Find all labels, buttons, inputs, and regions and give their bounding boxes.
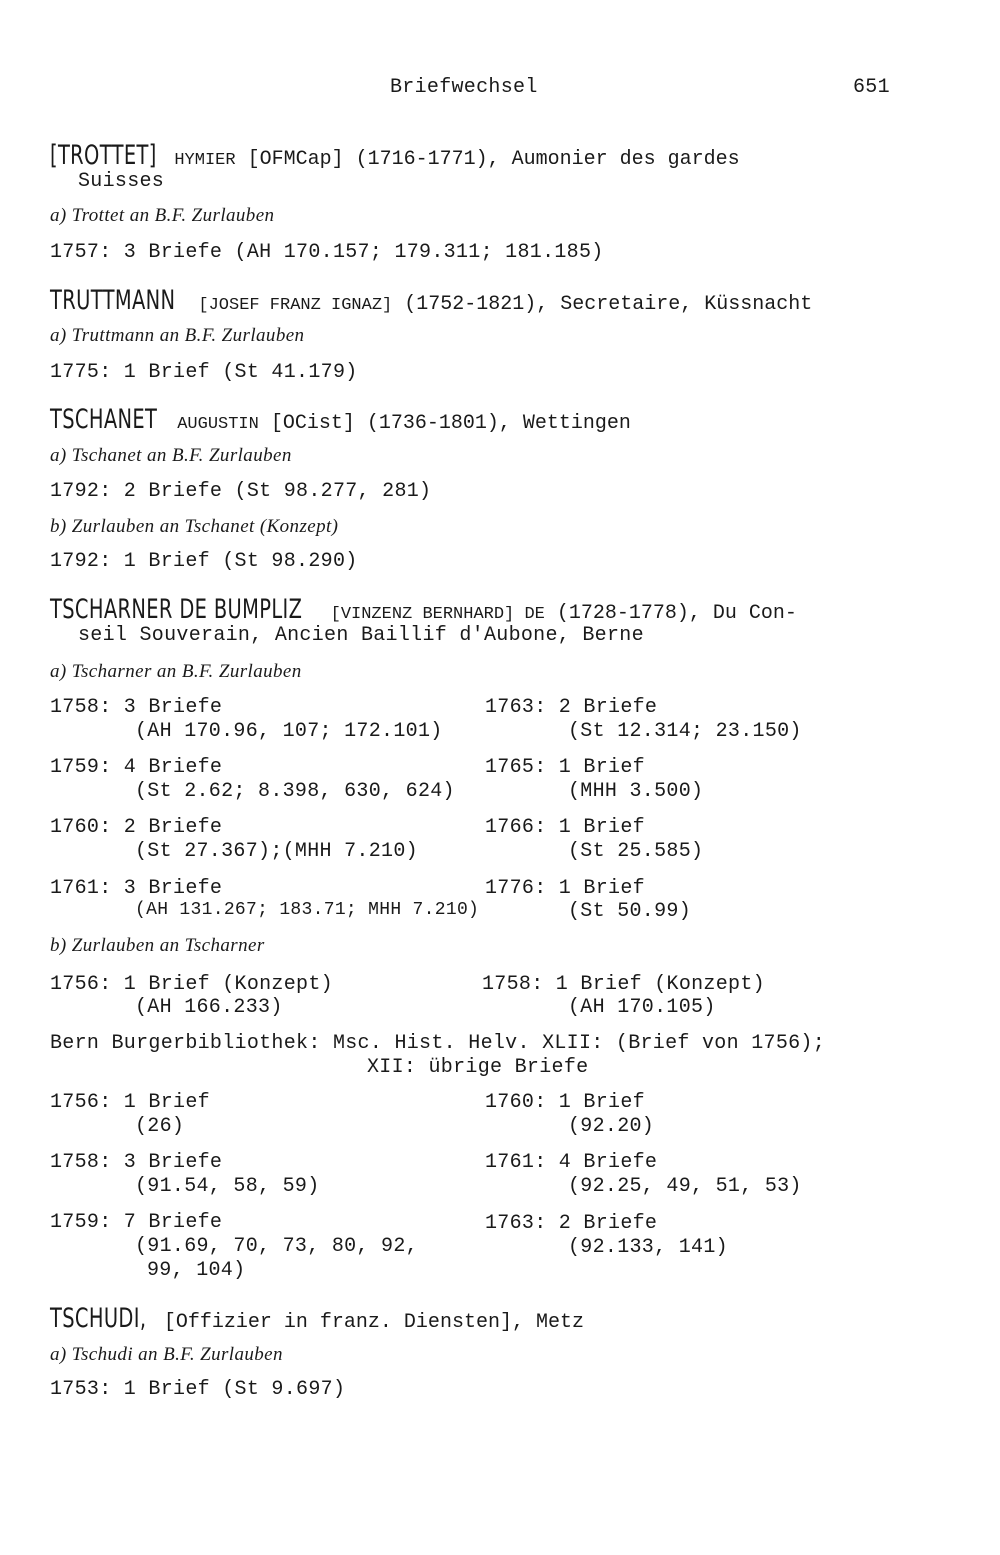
- entry-details: [OFMCap] (1716-1771), Aumonier des gardes: [235, 148, 740, 171]
- letter-count: 1765: 1 Brief: [485, 756, 645, 779]
- entry-name: TSCHANET: [50, 404, 158, 435]
- entry-heading-tschanet: [50, 404, 631, 435]
- entry-details: [Offizier in franz. Diensten], Metz: [151, 1311, 584, 1334]
- entry-details-cont: seil Souverain, Ancien Baillif d'Aubone, Berne: [78, 624, 644, 647]
- letter-count: 1759: 4 Briefe: [50, 756, 223, 779]
- entry-details: [OCist] (1736-1801), Wettingen: [258, 412, 631, 435]
- running-title: Briefwechsel: [390, 76, 538, 99]
- entry-given-name: HYMIER: [164, 151, 236, 170]
- letter-refs: (AH 131.267; 183.71; MHH 7.210): [135, 900, 480, 920]
- page-number: 651: [853, 76, 890, 99]
- letter-count: 1763: 2 Briefe: [485, 696, 658, 719]
- letter-refs: (St 12.314; 23.150): [568, 720, 802, 743]
- entry-given-name: [JOSEF FRANZ IGNAZ]: [188, 296, 393, 315]
- subheading-a: a) Tscharner an B.F. Zurlauben: [50, 661, 302, 682]
- letter-count: 1759: 7 Briefe: [50, 1211, 223, 1234]
- entry-name: TSCHUDI,: [50, 1303, 147, 1334]
- letter-refs-cont: 99, 104): [147, 1259, 246, 1282]
- entry-details-cont: Suisses: [78, 170, 165, 193]
- entry-given-name: AUGUSTIN: [167, 415, 259, 434]
- subheading-b: b) Zurlauben an Tscharner: [50, 935, 265, 956]
- letter-count: 1756: 1 Brief (Konzept): [50, 973, 333, 996]
- letter-refs: (St 2.62; 8.398, 630, 624): [135, 780, 455, 803]
- subheading-a: a) Trottet an B.F. Zurlauben: [50, 205, 275, 226]
- entry-name: TSCHARNER DE BUMPLIZ: [50, 594, 303, 625]
- entry-given-name: [VINZENZ BERNHARD] DE: [320, 605, 545, 624]
- letter-count: 1758: 3 Briefe: [50, 696, 223, 719]
- letter-refs: (91.69, 70, 73, 80, 92,: [135, 1235, 418, 1258]
- letter-line: 1792: 1 Brief (St 98.290): [50, 550, 358, 573]
- entry-details: (1728-1778), Du Con-: [544, 602, 797, 625]
- letter-refs: (26): [135, 1115, 185, 1138]
- letter-count: 1761: 4 Briefe: [485, 1151, 658, 1174]
- subheading-a: a) Tschanet an B.F. Zurlauben: [50, 445, 292, 466]
- subheading-b: b) Zurlauben an Tschanet (Konzept): [50, 516, 339, 537]
- letter-count: 1761: 3 Briefe: [50, 877, 223, 900]
- letter-count: 1756: 1 Brief: [50, 1091, 210, 1114]
- entry-heading-truttmann: [50, 285, 812, 316]
- letter-count: 1760: 1 Brief: [485, 1091, 645, 1114]
- entry-heading-tschudi: [50, 1303, 584, 1334]
- letter-line: 1757: 3 Briefe (AH 170.157; 179.311; 181.185): [50, 241, 604, 264]
- archive-note: Bern Burgerbibliothek: Msc. Hist. Helv. XLII: (Brief von 1756);: [50, 1032, 826, 1055]
- entry-details: (1752-1821), Secretaire, Küssnacht: [392, 293, 813, 316]
- letter-refs: (St 25.585): [568, 840, 704, 863]
- entry-heading-trottet: [50, 140, 740, 171]
- letter-refs: (St 27.367);(MHH 7.210): [135, 840, 418, 863]
- entry-heading-tscharner: [50, 594, 797, 625]
- letter-refs: (92.25, 49, 51, 53): [568, 1175, 802, 1198]
- letter-refs: (92.20): [568, 1115, 655, 1138]
- letter-line: 1775: 1 Brief (St 41.179): [50, 361, 358, 384]
- letter-refs: (AH 170.105): [568, 996, 716, 1019]
- letter-count: 1766: 1 Brief: [485, 816, 645, 839]
- letter-count: 1763: 2 Briefe: [485, 1212, 658, 1235]
- letter-refs: (St 50.99): [568, 900, 692, 923]
- letter-refs: (AH 166.233): [135, 996, 283, 1019]
- letter-count: 1776: 1 Brief: [485, 877, 645, 900]
- letter-count: 1758: 1 Brief (Konzept): [482, 973, 765, 996]
- subheading-a: a) Truttmann an B.F. Zurlauben: [50, 325, 305, 346]
- letter-refs: (92.133, 141): [568, 1236, 728, 1259]
- letter-line: 1753: 1 Brief (St 9.697): [50, 1378, 346, 1401]
- archive-note-cont: XII: übrige Briefe: [367, 1056, 589, 1079]
- entry-name: [TROTTET]: [50, 140, 157, 171]
- letter-count: 1758: 3 Briefe: [50, 1151, 223, 1174]
- subheading-a: a) Tschudi an B.F. Zurlauben: [50, 1344, 283, 1365]
- letter-refs: (MHH 3.500): [568, 780, 704, 803]
- letter-count: 1760: 2 Briefe: [50, 816, 223, 839]
- letter-line: 1792: 2 Briefe (St 98.277, 281): [50, 480, 432, 503]
- letter-refs: (AH 170.96, 107; 172.101): [135, 720, 443, 743]
- letter-refs: (91.54, 58, 59): [135, 1175, 320, 1198]
- entry-name: TRUTTMANN: [50, 285, 176, 316]
